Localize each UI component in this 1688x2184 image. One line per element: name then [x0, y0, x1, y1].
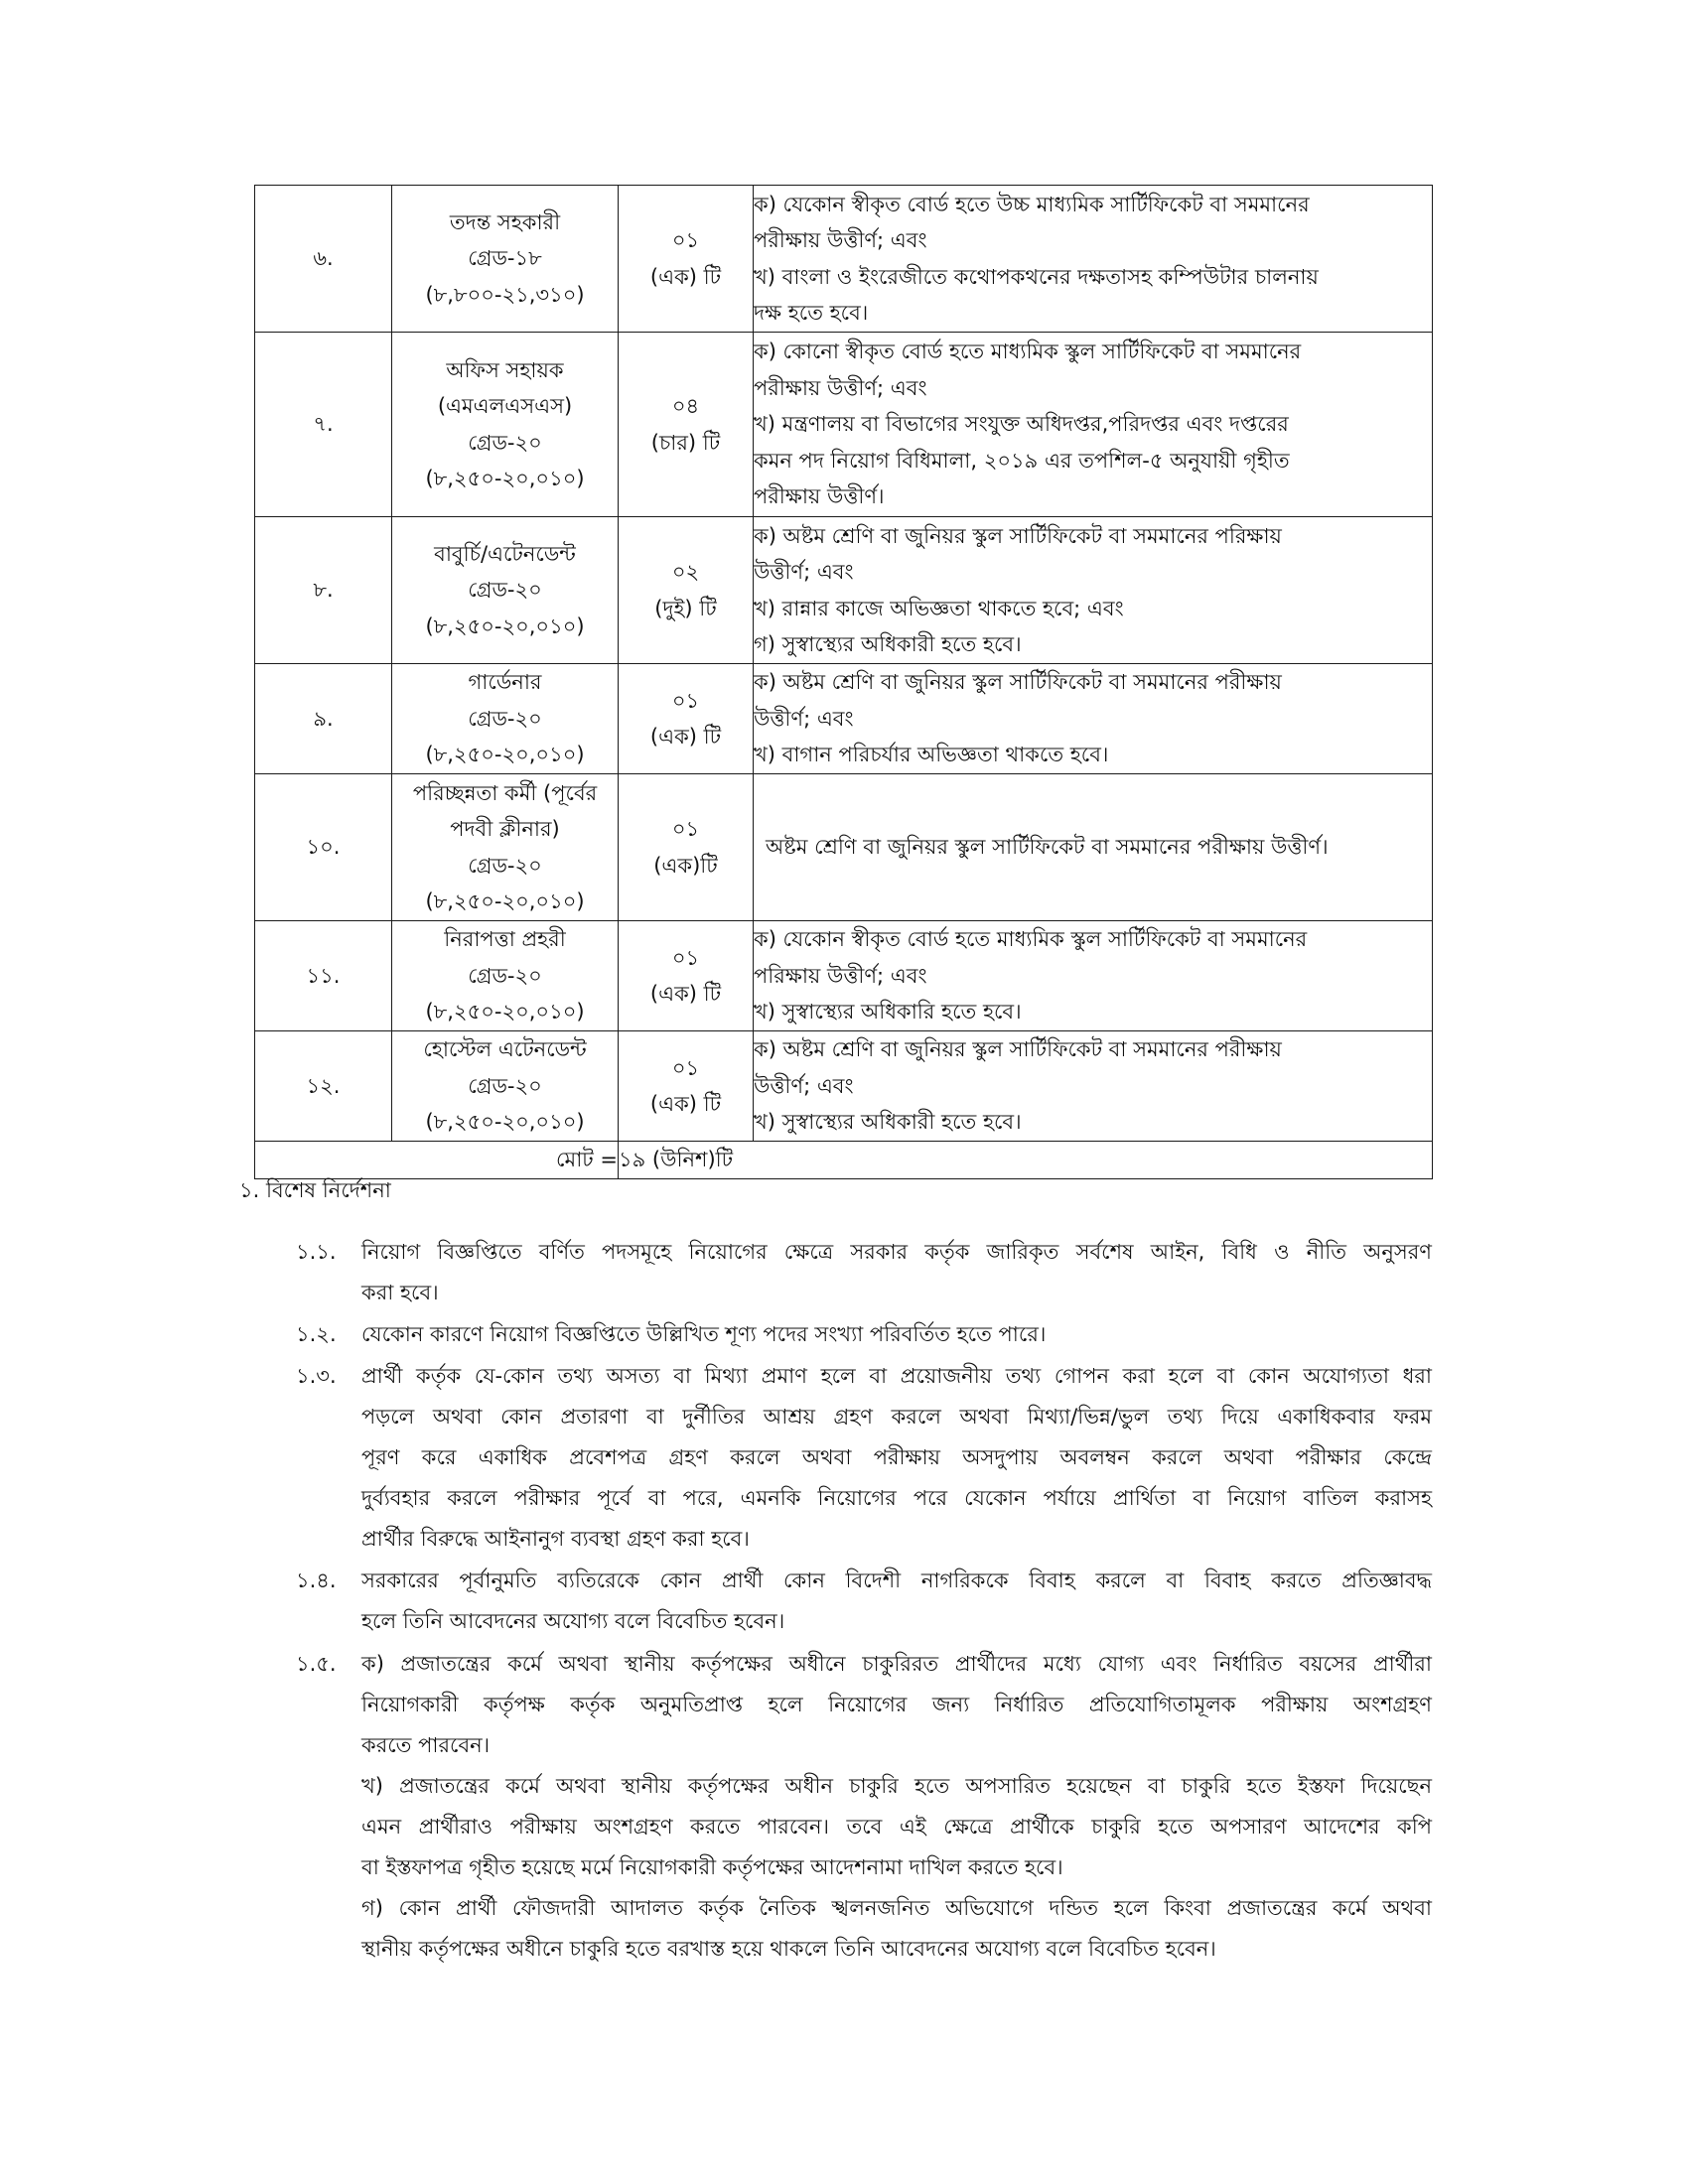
post-count-number: ০৪ — [671, 394, 700, 418]
instruction-line: নিয়োগকারী কর্তৃপক্ষ কর্তৃক অনুমতিপ্রাপ্ত হলে নিয়োগের জন্য নির্ধারিত প্রতিযোগিতামূলক পরীক্ষায় অংশগ্রহণ — [361, 1693, 1432, 1716]
total-value: ১৯ (উনিশ)টি — [619, 1142, 1433, 1179]
requirement-line: ক) কোনো স্বীকৃত বোর্ড হতে মাধ্যমিক স্কুল সার্টিফিকেট বা সমমানের — [754, 340, 1302, 364]
requirements-cell — [754, 1031, 1433, 1142]
serial-number: ৮. — [255, 517, 392, 664]
instruction-line: হলে তিনি আবেদনের অযোগ্য বলে বিবেচিত হবেন। — [361, 1609, 785, 1633]
post-grade: গ্রেড-২০ — [468, 963, 542, 988]
table-row — [255, 517, 1433, 664]
post-count-number: ০১ — [671, 688, 700, 713]
requirement-line: খ) সুস্বাস্থ্যের অধিকারি হতে হবে। — [754, 1000, 1022, 1024]
post-name: বাবুর্চি/এটেনডেন্ট — [434, 541, 576, 566]
post-name: হোস্টেল এটেনডেন্ট — [423, 1037, 587, 1062]
instruction-line: এমন প্রার্থীরাও পরীক্ষায় অংশগ্রহণ করতে পারবেন। তবে এই ক্ষেত্রে প্রার্থীকে চাকুরি হতে অপসারণ আদেশের কপি — [361, 1815, 1432, 1839]
post-name: তদন্ত সহকারী — [449, 209, 561, 234]
post-count-words: (এক) টি — [649, 1092, 722, 1116]
instruction-line: দুর্ব্যবহার করলে পরীক্ষার পূর্বে বা পরে, এমনকি নিয়োগের পরে যেকোন পর্যায়ে প্রার্থিতা বা নিয়োগ বাতিল করাসহ — [361, 1486, 1432, 1510]
post-name-cell — [392, 186, 619, 333]
instruction-number: ১.৪. — [296, 1569, 337, 1592]
post-name-cell — [392, 517, 619, 664]
requirements-cell — [754, 333, 1433, 517]
post-count-words: (এক)টি — [653, 853, 718, 878]
instruction-number: ১.৫. — [296, 1652, 337, 1676]
requirement-line: পরীক্ষায় উত্তীর্ণ। — [754, 484, 885, 509]
requirement-line: খ) বাগান পরিচর্যার অভিজ্ঞতা থাকতে হবে। — [754, 743, 1109, 767]
instruction-line: পড়লে অথবা কোন প্রতারণা বা দুর্নীতির আশ্রয় গ্রহণ করলে অথবা মিথ্যা/ভিন্ন/ভুল তথ্য দিয়ে একাধিকবার ফরম — [361, 1405, 1432, 1429]
requirement-line: ক) যেকোন স্বীকৃত বোর্ড হতে মাধ্যমিক স্কুল সার্টিফিকেট বা সমমানের — [754, 927, 1308, 952]
post-count-words: (এক) টি — [649, 725, 722, 749]
instruction-line: ক) প্রজাতন্ত্রের কর্মে অথবা স্থানীয় কর্তৃপক্ষের অধীনে চাকুরিরত প্রার্থীদের মধ্যে যোগ্য এবং নির্ধারিত বয়সের প্রার্থীরা — [361, 1652, 1432, 1676]
requirement-line: খ) মন্ত্রণালয় বা বিভাগের সংযুক্ত অধিদপ্তর,পরিদপ্তর এবং দপ্তরের — [754, 412, 1289, 437]
post-pay-scale: (৮,২৫০-২০,০১০) — [425, 889, 585, 913]
requirement-line: ক) অষ্টম শ্রেণি বা জুনিয়র স্কুল সার্টিফিকেট বা সমমানের পরিক্ষায় — [754, 523, 1282, 548]
instruction-line: বা ইস্তফাপত্র গৃহীত হয়েছে মর্মে নিয়োগকারী কর্তৃপক্ষের আদেশনামা দাখিল করতে হবে। — [361, 1855, 1063, 1879]
post-name-cell — [392, 921, 619, 1031]
requirements-cell — [754, 664, 1433, 774]
post-pay-scale: (৮,৮০০-২১,৩১০) — [425, 282, 585, 307]
instruction-text — [361, 1356, 1432, 1560]
instruction-line: করা হবে। — [361, 1281, 439, 1304]
post-grade: গ্রেড-২০ — [468, 853, 542, 878]
post-name: পরিচ্ছন্নতা কর্মী (পূর্বের — [412, 780, 598, 805]
requirement-line: উত্তীর্ণ; এবং — [754, 706, 854, 731]
requirement-line: ক) অষ্টম শ্রেণি বা জুনিয়র স্কুল সার্টিফিকেট বা সমমানের পরীক্ষায় — [754, 1037, 1282, 1062]
post-name-cell — [392, 333, 619, 517]
requirement-line: অষ্টম শ্রেণি বা জুনিয়র স্কুল সার্টিফিকেট বা সমমানের পরীক্ষায় উত্তীর্ণ। — [766, 835, 1329, 860]
post-name: অফিস সহায়ক — [446, 357, 564, 382]
instruction-line: সরকারের পূর্বানুমতি ব্যতিরেকে কোন প্রার্থী কোন বিদেশী নাগরিককে বিবাহ করলে বা বিবাহ করতে প্রতিজ্ঞাবদ্ধ — [361, 1569, 1432, 1592]
table-row — [255, 186, 1433, 333]
serial-number: ৬. — [255, 186, 392, 333]
requirement-line: খ) সুস্বাস্থ্যের অধিকারী হতে হবে। — [754, 1110, 1022, 1135]
requirement-line: গ) সুস্বাস্থ্যের অধিকারী হতে হবে। — [754, 632, 1022, 656]
post-count-cell — [619, 921, 754, 1031]
serial-number: ১২. — [255, 1031, 392, 1142]
post-name: নিরাপত্তা প্রহরী — [444, 927, 566, 952]
requirement-line: পরীক্ষায় উত্তীর্ণ; এবং — [754, 375, 927, 400]
post-name-cell — [392, 664, 619, 774]
post-name-cell — [392, 774, 619, 921]
post-count-cell — [619, 1031, 754, 1142]
post-name-cell — [392, 1031, 619, 1142]
posts-table — [254, 185, 1433, 1179]
instruction-line: স্থানীয় কর্তৃপক্ষের অধীনে চাকুরি হতে বরখাস্ত হয়ে থাকলে তিনি আবেদনের অযোগ্য বলে বিবেচিত হবেন। — [361, 1937, 1216, 1961]
post-count-words: (চার) টি — [650, 430, 721, 455]
requirements-cell — [754, 517, 1433, 664]
post-count-cell — [619, 664, 754, 774]
requirement-line: পরীক্ষায় উত্তীর্ণ; এবং — [754, 228, 927, 252]
instruction-text — [361, 1644, 1432, 1970]
post-count-words: (এক) টি — [649, 264, 722, 289]
post-count-number: ০২ — [671, 560, 700, 584]
post-pay-scale: (৮,২৫০-২০,০১০) — [425, 1000, 585, 1024]
post-name: গার্ডেনার — [468, 670, 542, 695]
post-count-cell — [619, 186, 754, 333]
requirement-line: দক্ষ হতে হবে। — [754, 301, 869, 325]
table-row — [255, 921, 1433, 1031]
requirement-line: ক) যেকোন স্বীকৃত বোর্ড হতে উচ্চ মাধ্যমিক সার্টিফিকেট বা সমমানের — [754, 192, 1310, 216]
post-pay-scale: (৮,২৫০-২০,০১০) — [425, 743, 585, 767]
requirement-line: খ) রান্নার কাজে অভিজ্ঞতা থাকতে হবে; এবং — [754, 596, 1124, 620]
post-count-words: (দুই) টি — [654, 596, 717, 620]
post-grade: গ্রেড-২০ — [468, 578, 542, 603]
total-row — [255, 1142, 1433, 1179]
post-grade: গ্রেড-২০ — [468, 1073, 542, 1098]
post-count-number: ০১ — [671, 228, 700, 252]
table-row — [255, 664, 1433, 774]
post-count-cell — [619, 517, 754, 664]
requirements-cell — [754, 774, 1433, 921]
post-name-abbr: (এমএলএসএস) — [437, 394, 573, 418]
post-grade: গ্রেড-১৮ — [468, 246, 542, 271]
instruction-line: যেকোন কারণে নিয়োগ বিজ্ঞপ্তিতে উল্লিখিত শূণ্য পদের সংখ্যা পরিবর্তিত হতে পারে। — [361, 1322, 1047, 1346]
requirement-line: উত্তীর্ণ; এবং — [754, 560, 854, 584]
post-name-former: পদবী ক্লীনার) — [450, 817, 560, 841]
requirements-cell — [754, 921, 1433, 1031]
post-count-words: (এক) টি — [649, 982, 722, 1006]
post-count-cell — [619, 774, 754, 921]
requirement-line: উত্তীর্ণ; এবং — [754, 1073, 854, 1098]
requirement-line: খ) বাংলা ও ইংরেজীতে কথোপকথনের দক্ষতাসহ কম্পিউটার চালনায় — [754, 264, 1319, 289]
post-pay-scale: (৮,২৫০-২০,০১০) — [425, 1110, 585, 1135]
instruction-line: গ) কোন প্রার্থী ফৌজদারী আদালত কর্তৃক নৈতিক স্খলনজনিত অভিযোগে দন্ডিত হলে কিংবা প্রজাতন্ত্রের কর্মে অথবা — [361, 1896, 1432, 1920]
instruction-line: পূরণ করে একাধিক প্রবেশপত্র গ্রহণ করলে অথবা পরীক্ষায় অসদুপায় অবলম্বন করলে অথবা পরীক্ষার কেন্দ্রে — [361, 1445, 1432, 1469]
instruction-text — [361, 1561, 1432, 1642]
post-count-number: ০১ — [671, 817, 700, 841]
requirement-line: পরিক্ষায় উত্তীর্ণ; এবং — [754, 963, 927, 988]
instruction-number: ১.১. — [296, 1240, 337, 1264]
post-grade: গ্রেড-২০ — [468, 706, 542, 731]
instruction-line: করতে পারবেন। — [361, 1733, 491, 1757]
instruction-line: প্রার্থীর বিরুদ্ধে আইনানুগ ব্যবস্থা গ্রহণ করা হবে। — [361, 1527, 750, 1551]
section-heading: ১. বিশেষ নির্দেশনা — [239, 1178, 391, 1202]
serial-number: ৭. — [255, 333, 392, 517]
table-row — [255, 1031, 1433, 1142]
instruction-line: খ) প্রজাতন্ত্রের কর্মে অথবা স্থানীয় কর্তৃপক্ষের অধীন চাকুরি হতে অপসারিত হয়েছেন বা চাকুরি হতে ইস্তফা দিয়েছেন — [361, 1774, 1432, 1798]
instruction-line: নিয়োগ বিজ্ঞপ্তিতে বর্ণিত পদসমূহে নিয়োগের ক্ষেত্রে সরকার কর্তৃক জারিকৃত সর্বশেষ আইন, বিধি ও নীতি অনুসরণ — [361, 1240, 1432, 1264]
instruction-text — [361, 1232, 1432, 1313]
post-pay-scale: (৮,২৫০-২০,০১০) — [425, 467, 585, 490]
table-row — [255, 333, 1433, 517]
post-pay-scale: (৮,২৫০-২০,০১০) — [425, 614, 585, 638]
post-count-number: ০১ — [671, 945, 700, 970]
serial-number: ৯. — [255, 664, 392, 774]
instruction-line: প্রার্থী কর্তৃক যে-কোন তথ্য অসত্য বা মিথ্যা প্রমাণ হলে বা প্রয়োজনীয় তথ্য গোপন করা হলে বা কোন অযোগ্যতা ধরা — [361, 1364, 1432, 1388]
requirement-line: কমন পদ নিয়োগ বিধিমালা, ২০১৯ এর তপশিল-৫ অনুযায়ী গৃহীত — [754, 448, 1290, 473]
post-count-number: ০১ — [671, 1055, 700, 1080]
instruction-number: ১.২. — [296, 1322, 337, 1346]
post-count-cell — [619, 333, 754, 517]
table-row — [255, 774, 1433, 921]
requirements-cell — [754, 186, 1433, 333]
instruction-text — [361, 1314, 1432, 1355]
requirement-line: ক) অষ্টম শ্রেণি বা জুনিয়র স্কুল সার্টিফিকেট বা সমমানের পরীক্ষায় — [754, 670, 1282, 695]
post-grade: গ্রেড-২০ — [468, 430, 542, 455]
serial-number: ১১. — [255, 921, 392, 1031]
serial-number: ১০. — [255, 774, 392, 921]
instruction-number: ১.৩. — [296, 1364, 337, 1388]
total-label: মোট = — [255, 1142, 619, 1179]
